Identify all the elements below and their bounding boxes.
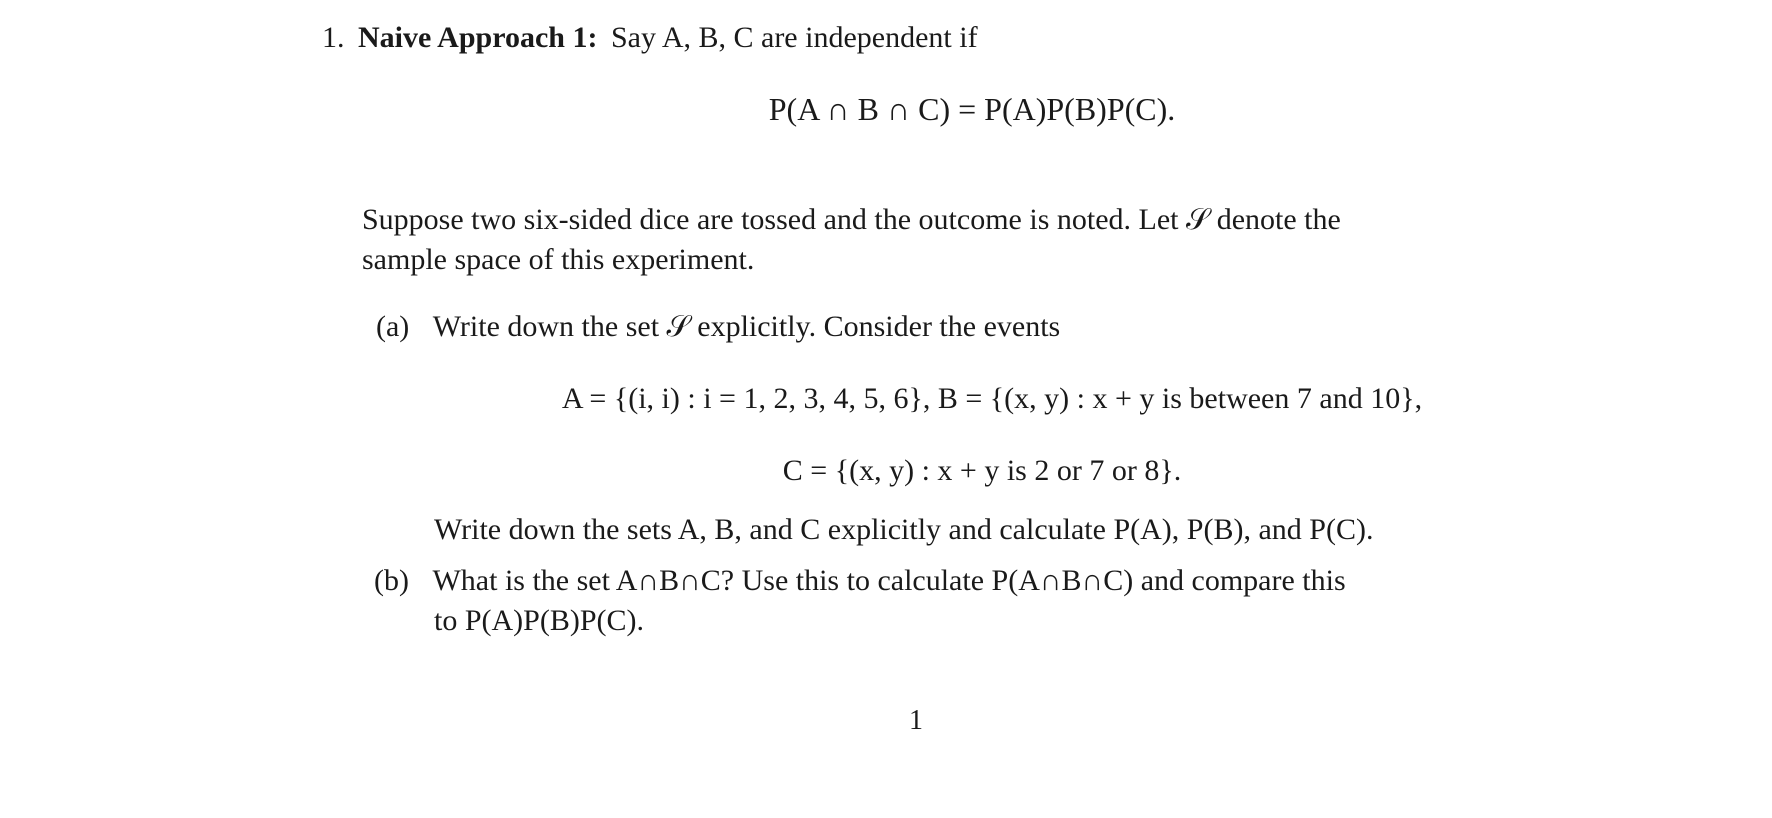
- problem-heading: Naive Approach 1:: [358, 21, 598, 54]
- part-a-text: Write down the set 𝒮 explicitly. Consider the events: [432, 310, 1061, 343]
- problem-heading-line: [322, 19, 978, 57]
- setup-line-2: sample space of this experiment.: [362, 243, 755, 276]
- part-b-label: (b): [374, 564, 409, 597]
- part-a-followup: Write down the sets A, B, and C explicitly and calculate P(A), P(B), and P(C).: [434, 513, 1374, 546]
- events-equation-c: C = {(x, y) : x + y is 2 or 7 or 8}.: [782, 454, 1182, 487]
- part-b-text-2: to P(A)P(B)P(C).: [434, 604, 645, 637]
- definition-equation: P(A ∩ B ∩ C) = P(A)P(B)P(C).: [768, 91, 1176, 127]
- part-b-line: [374, 562, 1346, 600]
- problem-intro: Say A, B, C are independent if: [610, 21, 978, 54]
- part-a-label: (a): [376, 310, 410, 343]
- part-a-line: [376, 308, 1060, 346]
- problem-number: 1.: [322, 21, 345, 54]
- setup-line-1: Suppose two six-sided dice are tossed and the outcome is noted. Let 𝒮 denote the: [362, 203, 1341, 236]
- page-number: 1: [909, 705, 923, 736]
- part-b-text-1: What is the set A∩B∩C? Use this to calculate P(A∩B∩C) and compare this: [432, 564, 1346, 597]
- events-equation-ab: A = {(i, i) : i = 1, 2, 3, 4, 5, 6}, B = {(x, y) : x + y is between 7 and 10},: [561, 382, 1423, 415]
